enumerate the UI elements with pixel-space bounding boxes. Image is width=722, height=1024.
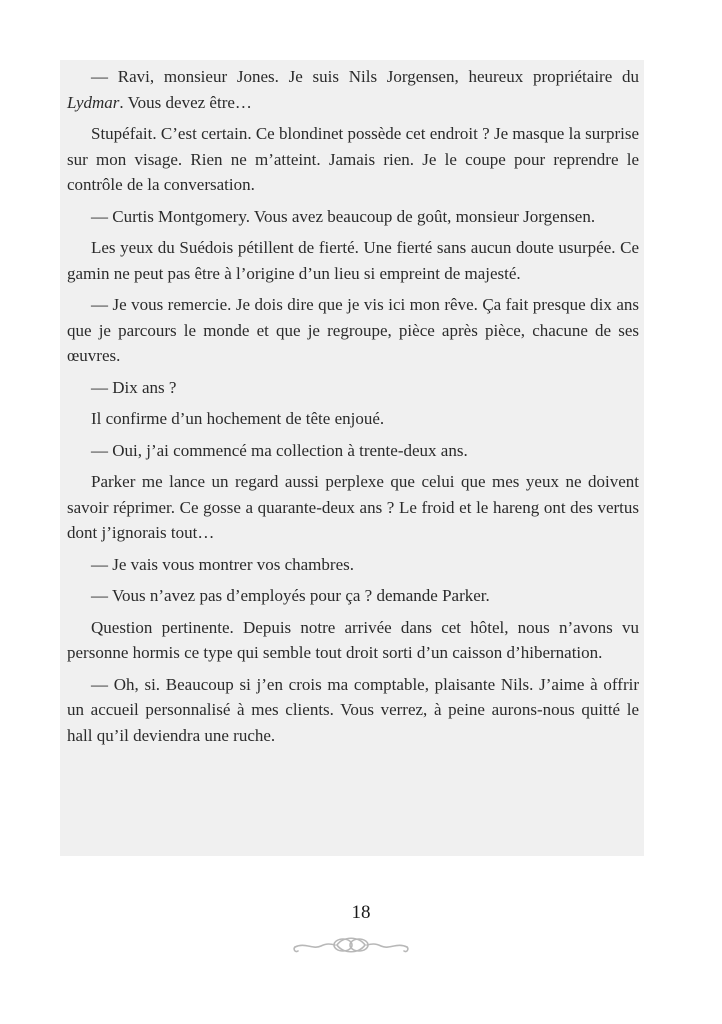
paragraph-12: Question pertinente. Depuis notre arrivée dans cet hôtel, nous n’avons vu personne hormis ce type qui semble tout droit sorti d’un caisson d’hibernation. xyxy=(67,617,639,662)
paragraph-11: — Vous n’avez pas d’employés pour ça ? demande Parker. xyxy=(91,586,490,605)
paragraph-2: Stupéfait. C’est certain. Ce blondinet possède cet endroit ? Je masque la surprise sur mon visage. Rien ne m’atteint. Jamais rien. Je le coupe pour reprendre le contrôle de la conversation. xyxy=(67,124,639,194)
paragraph-7: Il confirme d’un hochement de tête enjoué. xyxy=(91,409,385,428)
paragraph-1: — Ravi, monsieur Jones. Je suis Nils Jorgensen, heureux propriétaire du Lydmar. Vous devez être… xyxy=(67,67,639,112)
paragraph-5: — Je vous remercie. Je dois dire que je vis ici mon rêve. Ça fait presque dix ans que je parcours le monde et que je regroupe, pièce après pièce, chacune de ses œuvres. xyxy=(67,295,639,365)
paragraph-6: — Dix ans ? xyxy=(91,377,177,397)
decorative-flourish-icon xyxy=(291,932,411,958)
page-number: 18 xyxy=(351,902,371,923)
paragraph-8: — Oui, j’ai commencé ma collection à trente-deux ans. xyxy=(91,440,468,460)
paragraph-13: — Oh, si. Beaucoup si j’en crois ma comptable, plaisante Nils. J’aime à offrir un accueil personnalisé à mes clients. Vous verrez, à peine aurons-nous quitté le hall qu’il deviendra une ruche. xyxy=(67,674,639,745)
paragraph-4: Les yeux du Suédois pétillent de fierté. Une fierté sans aucun doute usurpée. Ce gamin ne peut pas être à l’origine d’un lieu si empreint de majesté. xyxy=(67,238,639,283)
text-block xyxy=(60,60,644,856)
paragraph-3: — Curtis Montgomery. Vous avez beaucoup de goût, monsieur Jorgensen. xyxy=(91,206,596,226)
paragraph-10: — Je vais vous montrer vos chambres. xyxy=(91,554,354,574)
paragraph-9: Parker me lance un regard aussi perplexe que celui que mes yeux ne doivent savoir réprimer. Ce gosse a quarante-deux ans ? Le froid et le hareng ont des vertus dont j’ignorais tout… xyxy=(67,472,639,542)
hotel-name: Lydmar xyxy=(67,92,120,112)
